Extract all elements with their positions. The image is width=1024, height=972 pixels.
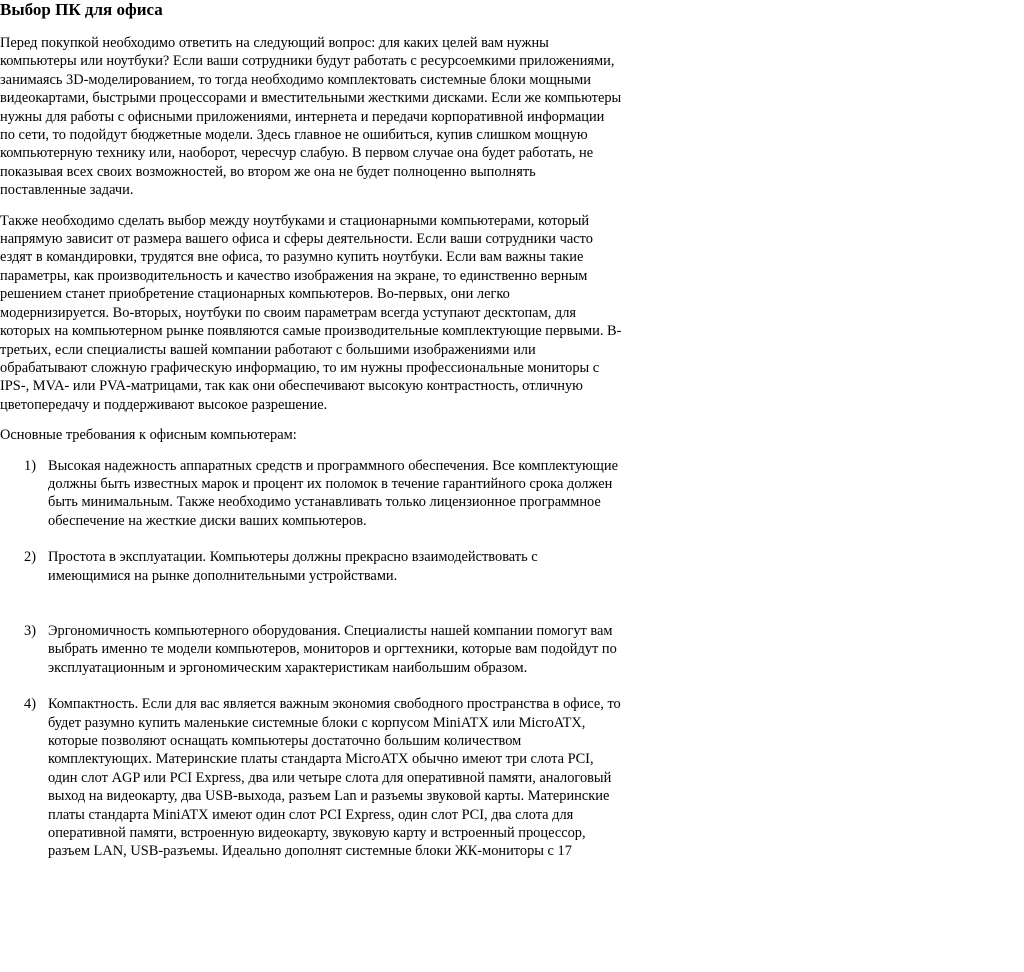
list-item-text: Простота в эксплуатации. Компьютеры должны прекрасно взаимодействовать с имеющимися на рынке дополнительными устройствами. xyxy=(48,549,538,584)
laptop-vs-desktop-paragraph: Также необходимо сделать выбор между ноутбуками и стационарными компьютерами, который напрямую зависит от размера вашего офиса и сферы деятельности. Если ваши сотрудники часто ездят в командировки, трудятся вне офиса, то разумно купить ноутбуки. Если вам важны такие параметры, как производительность и качество изображения на экране, то единственно верным решением станет приобретение стационарных компьютеров. Во-первых, они легко модернизируется. Во-вторых, ноутбуки по своим параметрам всегда уступают десктопам, для которых на компьютерном рынке появляются самые производительные комплектующие первыми. В-третьих, если специалисты вашей компании работают с большими изображениями или обрабатывают сложную графическую информацию, то им нужны профессиональные мониторы с IPS-, MVA- или PVA-матрицами, так как они обеспечивают высокую контрастность, отличную цветопередачу и поддерживают высокое разрешение. xyxy=(0,212,622,413)
list-item xyxy=(0,622,622,677)
list-item-number: 4) xyxy=(24,696,36,713)
list-item-text: Компактность. Если для вас является важным экономия свободного пространства в офисе, то будет разумно купить маленькие системные блоки с корпусом MiniATX или MicroATX, которые позволяют оснащать компьютеры достаточно большим количеством комплектующих. Материнские платы стандарта MicroATX обычно имеют три слота PCI, один слот AGP или PCI Express, два или четыре слота для оперативной памяти, аналоговый выход на видеокарту, два USB-выхода, разъем Lan и разъемы звуковой карты. Материнские платы стандарта MiniATX имеют один слот PCI Express, один слот PCI, два слота для оперативной памяти, встроенную видеокарту, звуковую карту и встроенный процессор, разъем LAN, USB-разъемы. Идеально дополнят системные блоки ЖК-мониторы с 17 xyxy=(48,696,621,860)
list-item-number: 1) xyxy=(24,457,36,474)
requirements-heading: Основные требования к офисным компьютерам: xyxy=(0,427,297,444)
requirements-list xyxy=(0,457,622,861)
list-item-text: Эргономичность компьютерного оборудования. Специалисты нашей компании помогут вам выбрать именно те модели компьютеров, мониторов и оргтехники, которые вам подойдут по эксплуатационным и эргономическим характеристикам наибольшим образом. xyxy=(48,622,617,676)
page-title: Выбор ПК для офиса xyxy=(0,0,163,19)
intro-paragraph: Перед покупкой необходимо ответить на следующий вопрос: для каких целей вам нужны компьютеры или ноутбуки? Если ваши сотрудники будут работать с ресурсоемкими приложениями, занимаясь 3D-моделированием, то тогда необходимо комплектовать системные блоки мощными видеокартами, быстрыми процессорами и вместительными жесткими дисками. Если же компьютеры нужны для работы с офисными приложениями, интернета и передачи корпоративной информации по сети, то подойдут бюджетные модели. Здесь главное не ошибиться, купив слишком мощную компьютерную технику или, наоборот, чересчур слабую. В первом случае она будет работать, не показывая всех своих возможностей, во втором же она не будет полноценно выполнять поставленные задачи. xyxy=(0,35,622,199)
list-item-number: 2) xyxy=(24,549,36,566)
list-item xyxy=(0,457,622,531)
list-item-text: Высокая надежность аппаратных средств и программного обеспечения. Все комплектующие должны быть известных марок и процент их поломок в течение гарантийного срока должен быть минимальным. Также необходимо устанавливать только лицензионное программное обеспечение на жесткие диски ваших компьютеров. xyxy=(48,457,618,529)
list-item-number: 3) xyxy=(24,622,36,639)
list-item xyxy=(0,695,622,861)
list-item xyxy=(0,548,622,585)
